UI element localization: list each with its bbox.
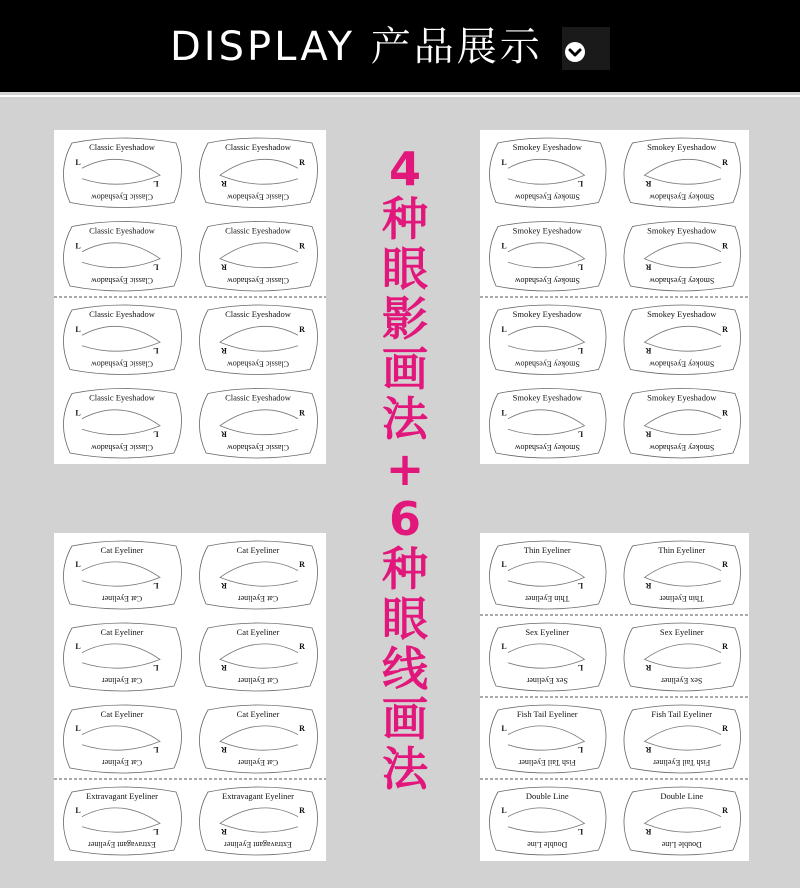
stencil-name: Classic Eyeshadow bbox=[225, 392, 291, 403]
stencil-card bbox=[489, 222, 606, 292]
stencil-name-inverted: Cat Eyeliner bbox=[237, 758, 279, 767]
stencil-card bbox=[63, 389, 181, 459]
stencil-card bbox=[489, 623, 606, 691]
side-letter: L bbox=[501, 642, 507, 652]
side-caption-char: 眼 bbox=[382, 592, 428, 646]
side-letter: R bbox=[722, 806, 728, 816]
stencil-card bbox=[63, 222, 181, 292]
stencil-card bbox=[489, 305, 606, 375]
side-letter-inverted: L bbox=[577, 826, 584, 836]
side-letter: L bbox=[75, 324, 81, 334]
stencil-sheet-smokey-eyeshadow bbox=[480, 130, 749, 464]
stencil-card bbox=[63, 305, 181, 375]
side-caption-char: 种 bbox=[382, 542, 428, 596]
side-letter: R bbox=[299, 560, 305, 570]
stencil-name-inverted: Cat Eyeliner bbox=[101, 594, 143, 603]
stencil-card bbox=[63, 705, 181, 773]
stencil-name-inverted: Cat Eyeliner bbox=[101, 676, 143, 685]
stencil-name-inverted: Thin Eyeliner bbox=[659, 594, 704, 603]
stencil-name: Double Line bbox=[660, 791, 704, 801]
stencil-name-inverted: Smokey Eyeshadow bbox=[649, 276, 715, 285]
side-letter-inverted: L bbox=[153, 580, 159, 590]
stencil-name: Smokey Eyeshadow bbox=[647, 142, 717, 152]
stencil-name-inverted: Smokey Eyeshadow bbox=[649, 443, 715, 452]
stencil-name: Smokey Eyeshadow bbox=[512, 392, 582, 403]
stencil-name-inverted: Classic Eyeshadow bbox=[227, 359, 289, 369]
side-caption-char: 画 bbox=[382, 692, 428, 746]
side-letter: L bbox=[75, 560, 81, 570]
side-letter-inverted: R bbox=[221, 429, 227, 439]
side-caption bbox=[379, 144, 431, 794]
stencil-card bbox=[624, 389, 741, 459]
stencil-name: Extravagant Eyeliner bbox=[86, 791, 158, 801]
stencil-name-inverted: Cat Eyeliner bbox=[237, 676, 279, 685]
stencil-card bbox=[624, 305, 741, 375]
side-letter-inverted: L bbox=[153, 826, 159, 836]
stencil-card bbox=[624, 222, 741, 292]
stencil-name: Classic Eyeshadow bbox=[89, 392, 155, 403]
stencil-sheet-3-graphic bbox=[480, 533, 749, 861]
stencil-card bbox=[624, 541, 741, 609]
side-letter: R bbox=[299, 724, 305, 734]
stencil-name: Classic Eyeshadow bbox=[225, 309, 291, 319]
side-letter-inverted: L bbox=[153, 179, 159, 189]
side-letter: L bbox=[501, 157, 507, 167]
side-letter: R bbox=[722, 324, 728, 334]
stencil-name: Smokey Eyeshadow bbox=[512, 309, 582, 319]
stencil-name-inverted: Smokey Eyeshadow bbox=[649, 192, 715, 202]
stencil-name: Smokey Eyeshadow bbox=[647, 309, 717, 319]
stencil-name: Cat Eyeliner bbox=[100, 545, 144, 555]
stencil-name: Fish Tail Eyeliner bbox=[516, 709, 578, 719]
stencil-sheet-2-graphic bbox=[54, 533, 326, 861]
stencil-card bbox=[199, 705, 317, 773]
stencil-name-inverted: Smokey Eyeshadow bbox=[649, 359, 715, 369]
stencil-card bbox=[63, 623, 181, 691]
stencil-card bbox=[199, 541, 317, 609]
side-letter: L bbox=[75, 157, 81, 167]
stencil-name-inverted: Smokey Eyeshadow bbox=[514, 192, 580, 202]
stencil-name-inverted: Classic Eyeshadow bbox=[91, 276, 153, 285]
stencil-name-inverted: Smokey Eyeshadow bbox=[514, 359, 580, 369]
stencil-name-inverted: Classic Eyeshadow bbox=[227, 276, 289, 285]
stencil-name-inverted: Fish Tail Eyeliner bbox=[518, 758, 576, 767]
side-letter: L bbox=[75, 724, 81, 734]
header-divider bbox=[0, 95, 800, 97]
stencil-name: Classic Eyeshadow bbox=[89, 309, 155, 319]
side-caption-char: 种 bbox=[382, 192, 428, 246]
stencil-card bbox=[199, 138, 317, 208]
side-letter: L bbox=[501, 408, 507, 418]
side-letter: R bbox=[299, 157, 305, 167]
stencil-name-inverted: Cat Eyeliner bbox=[101, 758, 143, 767]
side-caption-char: 眼 bbox=[382, 242, 428, 296]
stencil-name: Cat Eyeliner bbox=[100, 709, 144, 719]
stencil-card bbox=[199, 787, 317, 855]
side-letter: R bbox=[722, 560, 728, 570]
stencil-name: Classic Eyeshadow bbox=[225, 142, 291, 152]
side-caption-char: 法 bbox=[382, 742, 428, 796]
side-letter-inverted: L bbox=[577, 179, 584, 189]
stencil-name-inverted: Extravagant Eyeliner bbox=[224, 840, 292, 849]
stencil-name: Thin Eyeliner bbox=[523, 545, 571, 555]
side-letter: R bbox=[722, 241, 728, 251]
stencil-sheet-cat-eyeliner bbox=[54, 533, 326, 861]
side-letter-inverted: L bbox=[577, 580, 584, 590]
side-letter-inverted: R bbox=[221, 262, 227, 272]
stencil-name-inverted: Classic Eyeshadow bbox=[91, 359, 153, 369]
side-letter-inverted: L bbox=[577, 429, 584, 439]
side-letter: L bbox=[75, 642, 81, 652]
side-letter-inverted: L bbox=[153, 744, 159, 754]
stencil-name: Double Line bbox=[525, 791, 569, 801]
stencil-card bbox=[624, 623, 741, 691]
stencil-name: Cat Eyeliner bbox=[100, 627, 144, 637]
stencil-name-inverted: Double Line bbox=[661, 840, 702, 849]
stencil-name-inverted: Classic Eyeshadow bbox=[91, 443, 153, 452]
stencil-name: Thin Eyeliner bbox=[658, 545, 706, 555]
stencil-sheet-eyeliner-variety bbox=[480, 533, 749, 861]
side-letter-inverted: R bbox=[645, 662, 652, 672]
side-letter-inverted: L bbox=[577, 744, 584, 754]
side-letter: R bbox=[299, 806, 305, 816]
stencil-name-inverted: Smokey Eyeshadow bbox=[514, 443, 580, 452]
side-letter-inverted: L bbox=[153, 262, 159, 272]
stencil-name: Cat Eyeliner bbox=[236, 709, 280, 719]
stencil-card bbox=[63, 541, 181, 609]
side-letter-inverted: R bbox=[645, 346, 652, 356]
side-letter-inverted: L bbox=[153, 429, 159, 439]
stencil-card bbox=[199, 623, 317, 691]
side-letter: L bbox=[501, 806, 507, 816]
stencil-name-inverted: Sex Eyeliner bbox=[526, 676, 568, 685]
stencil-sheet-1-graphic bbox=[480, 130, 749, 464]
stencil-name: Smokey Eyeshadow bbox=[647, 225, 717, 236]
side-letter: L bbox=[75, 806, 81, 816]
side-letter: R bbox=[722, 408, 728, 418]
stencil-name: Classic Eyeshadow bbox=[89, 225, 155, 236]
stencil-card bbox=[63, 787, 181, 855]
stencil-name: Cat Eyeliner bbox=[236, 545, 280, 555]
stencil-name-inverted: Classic Eyeshadow bbox=[91, 192, 153, 202]
side-letter-inverted: R bbox=[221, 179, 227, 189]
stencil-name: Sex Eyeliner bbox=[659, 627, 704, 637]
side-letter: L bbox=[75, 408, 81, 418]
side-letter-inverted: R bbox=[221, 826, 227, 836]
side-letter: L bbox=[501, 724, 507, 734]
stencil-card bbox=[199, 389, 317, 459]
stencil-card bbox=[489, 389, 606, 459]
side-letter-inverted: L bbox=[577, 662, 584, 672]
stencil-name: Classic Eyeshadow bbox=[225, 225, 291, 236]
stencil-name-inverted: Thin Eyeliner bbox=[525, 594, 570, 603]
side-letter: L bbox=[501, 324, 507, 334]
stencil-name-inverted: Double Line bbox=[527, 840, 568, 849]
stencil-name-inverted: Classic Eyeshadow bbox=[227, 443, 289, 452]
side-letter-inverted: R bbox=[645, 179, 652, 189]
side-letter: L bbox=[75, 241, 81, 251]
stencil-name-inverted: Smokey Eyeshadow bbox=[514, 276, 580, 285]
stencil-name: Classic Eyeshadow bbox=[89, 142, 155, 152]
chevron-down-circle-icon[interactable] bbox=[562, 27, 610, 70]
stencil-name: Sex Eyeliner bbox=[525, 627, 570, 637]
stencil-sheet-0-graphic bbox=[54, 130, 326, 464]
side-letter-inverted: L bbox=[153, 346, 159, 356]
stencil-name-inverted: Extravagant Eyeliner bbox=[88, 840, 156, 849]
side-letter: R bbox=[299, 642, 305, 652]
side-letter: L bbox=[501, 560, 507, 570]
side-caption-char: 法 bbox=[382, 392, 428, 446]
side-letter: L bbox=[501, 241, 507, 251]
side-letter-inverted: L bbox=[153, 662, 159, 672]
stencil-name-inverted: Sex Eyeliner bbox=[661, 676, 703, 685]
stencil-card bbox=[63, 138, 181, 208]
side-letter-inverted: L bbox=[577, 346, 584, 356]
stencil-card bbox=[199, 222, 317, 292]
side-letter: R bbox=[299, 241, 305, 251]
stencil-name: Smokey Eyeshadow bbox=[512, 142, 582, 152]
stencil-name: Extravagant Eyeliner bbox=[222, 791, 294, 801]
side-letter-inverted: R bbox=[221, 580, 227, 590]
side-caption-char: + bbox=[385, 442, 425, 496]
stencil-card bbox=[624, 138, 741, 208]
side-caption-char: 画 bbox=[382, 342, 428, 396]
side-letter-inverted: R bbox=[221, 744, 227, 754]
side-caption-char: 4 bbox=[388, 142, 421, 196]
stencil-name: Fish Tail Eyeliner bbox=[651, 709, 713, 719]
side-letter-inverted: R bbox=[645, 744, 652, 754]
side-caption-char: 影 bbox=[382, 292, 428, 346]
stencil-name-inverted: Cat Eyeliner bbox=[237, 594, 279, 603]
stencil-card bbox=[624, 705, 741, 773]
side-letter-inverted: R bbox=[221, 662, 227, 672]
side-letter-inverted: R bbox=[645, 429, 652, 439]
side-letter-inverted: R bbox=[645, 262, 652, 272]
page-title: DISPLAY 产品展示 bbox=[170, 24, 543, 70]
stencil-sheet-classic-eyeshadow bbox=[54, 130, 326, 464]
stencil-name: Smokey Eyeshadow bbox=[647, 392, 717, 403]
side-letter-inverted: R bbox=[221, 346, 227, 356]
side-letter: R bbox=[722, 157, 728, 167]
side-letter: R bbox=[299, 324, 305, 334]
side-letter-inverted: R bbox=[645, 826, 652, 836]
side-letter-inverted: L bbox=[577, 262, 584, 272]
side-letter: R bbox=[722, 642, 728, 652]
stencil-card bbox=[489, 541, 606, 609]
stencil-card bbox=[489, 138, 606, 208]
stencil-name: Cat Eyeliner bbox=[236, 627, 280, 637]
stencil-name: Smokey Eyeshadow bbox=[512, 225, 582, 236]
stencil-card bbox=[624, 787, 741, 855]
side-caption-char: 6 bbox=[388, 492, 421, 546]
stencil-card bbox=[489, 787, 606, 855]
side-letter: R bbox=[299, 408, 305, 418]
stencil-card bbox=[489, 705, 606, 773]
stencil-card bbox=[199, 305, 317, 375]
side-letter: R bbox=[722, 724, 728, 734]
stencil-name-inverted: Classic Eyeshadow bbox=[227, 192, 289, 202]
stencil-name-inverted: Fish Tail Eyeliner bbox=[653, 758, 711, 767]
side-letter-inverted: R bbox=[645, 580, 652, 590]
side-caption-char: 线 bbox=[382, 642, 428, 696]
header-bar bbox=[0, 0, 800, 92]
